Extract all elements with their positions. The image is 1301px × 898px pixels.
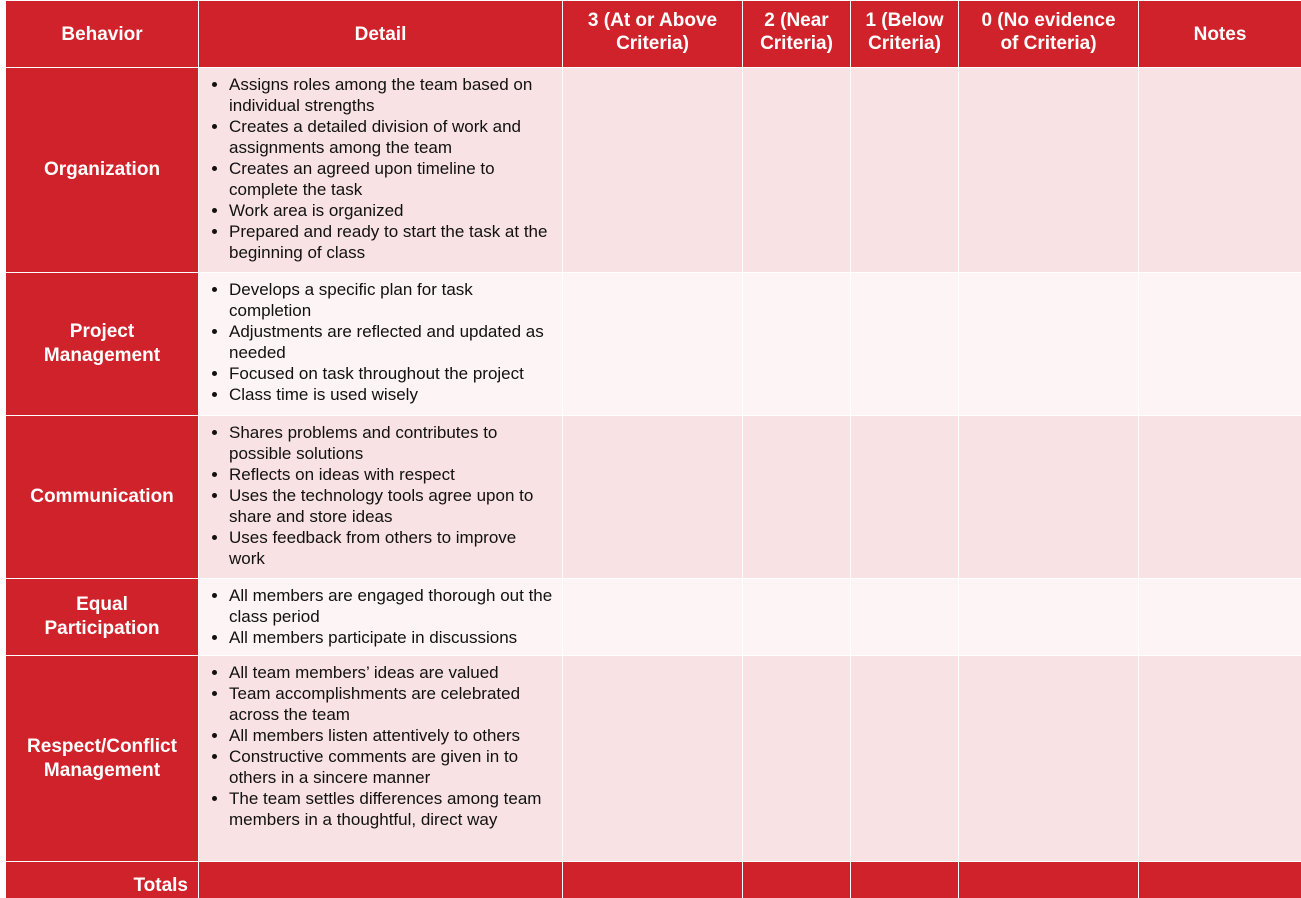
behavior-equal-participation	[6, 579, 199, 656]
totals-label: Totals	[6, 862, 199, 898]
behavior-label: Organization	[43, 159, 161, 180]
score-2-cell[interactable]	[743, 416, 851, 579]
header-score-3-line2: Criteria)	[616, 33, 689, 54]
list-item: • Shares problems and contributes to possible solutions	[229, 422, 556, 464]
notes-cell[interactable]	[1139, 416, 1301, 579]
notes-cell[interactable]	[1139, 273, 1301, 416]
score-1-cell[interactable]	[851, 656, 959, 862]
list-item: • Reflects on ideas with respect	[229, 464, 556, 485]
score-0-cell[interactable]	[959, 579, 1139, 656]
header-score-1-line2: Criteria)	[868, 33, 941, 54]
notes-cell[interactable]	[1139, 68, 1301, 273]
detail-list	[205, 662, 556, 830]
list-item: • All members listen attentively to others	[229, 725, 556, 746]
score-2-cell[interactable]	[743, 579, 851, 656]
header-score-2-line2: Criteria)	[760, 33, 833, 54]
list-item: • All team members’ ideas are valued	[229, 662, 556, 683]
list-item: • Assigns roles among the team based on individual strengths	[229, 74, 556, 116]
list-item: • Uses the technology tools agree upon to share and store ideas	[229, 485, 556, 527]
header-notes: Notes	[1139, 1, 1301, 68]
header-score-1-line1: 1 (Below	[865, 10, 944, 31]
list-item: • Uses feedback from others to improve work	[229, 527, 556, 569]
score-2-cell[interactable]	[743, 273, 851, 416]
detail-organization	[199, 68, 563, 273]
detail-list	[205, 279, 556, 405]
behavior-communication	[6, 416, 199, 579]
detail-communication	[199, 416, 563, 579]
behavior-organization	[6, 68, 199, 273]
behavior-label-line2: Management	[43, 345, 161, 366]
behavior-project-management	[6, 273, 199, 416]
list-item: • All members are engaged thorough out the class period	[229, 585, 556, 627]
table-row-project-management	[6, 273, 1301, 416]
table-row-communication	[6, 416, 1301, 579]
detail-list	[205, 422, 556, 569]
behavior-label-line2: Participation	[44, 618, 160, 639]
header-score-3	[563, 1, 743, 68]
list-item: • Team accomplishments are celebrated across the team	[229, 683, 556, 725]
header-behavior: Behavior	[6, 1, 199, 68]
score-3-cell[interactable]	[563, 416, 743, 579]
list-item: • Develops a specific plan for task completion	[229, 279, 556, 321]
totals-score-2-cell[interactable]	[743, 862, 851, 898]
score-2-cell[interactable]	[743, 656, 851, 862]
list-item: • Prepared and ready to start the task at the beginning of class	[229, 221, 556, 263]
score-2-cell[interactable]	[743, 68, 851, 273]
list-item: • Focused on task throughout the project	[229, 363, 556, 384]
totals-detail-cell	[199, 862, 563, 898]
behavior-label-line1: Respect/Conflict	[27, 735, 177, 757]
behavior-label-line1: Equal	[76, 594, 128, 615]
totals-row	[6, 862, 1301, 898]
detail-list	[205, 74, 556, 263]
score-3-cell[interactable]	[563, 273, 743, 416]
totals-score-1-cell[interactable]	[851, 862, 959, 898]
list-item: • All members participate in discussions	[229, 627, 556, 648]
score-0-cell[interactable]	[959, 68, 1139, 273]
score-1-cell[interactable]	[851, 68, 959, 273]
table-row-equal-participation	[6, 579, 1301, 656]
score-0-cell[interactable]	[959, 273, 1139, 416]
notes-cell[interactable]	[1139, 579, 1301, 656]
table-row-respect-conflict-management	[6, 656, 1301, 862]
list-item: • Creates a detailed division of work and assignments among the team	[229, 116, 556, 158]
header-score-0-line1: 0 (No evidence	[981, 10, 1116, 31]
totals-score-0-cell[interactable]	[959, 862, 1139, 898]
list-item: • Constructive comments are given in to others in a sincere manner	[229, 746, 556, 788]
notes-cell[interactable]	[1139, 656, 1301, 862]
behavior-label-line1: Project	[69, 321, 135, 342]
header-score-0	[959, 1, 1139, 68]
header-detail: Detail	[199, 1, 563, 68]
table-row-organization	[6, 68, 1301, 273]
totals-score-3-cell[interactable]	[563, 862, 743, 898]
list-item: • The team settles differences among team members in a thoughtful, direct way	[229, 788, 556, 830]
score-3-cell[interactable]	[563, 68, 743, 273]
list-item: • Work area is organized	[229, 200, 556, 221]
detail-project-management	[199, 273, 563, 416]
score-0-cell[interactable]	[959, 416, 1139, 579]
detail-equal-participation	[199, 579, 563, 656]
detail-respect-conflict-management	[199, 656, 563, 862]
totals-notes-cell[interactable]	[1139, 862, 1301, 898]
header-row	[6, 1, 1301, 68]
score-1-cell[interactable]	[851, 273, 959, 416]
score-1-cell[interactable]	[851, 579, 959, 656]
score-0-cell[interactable]	[959, 656, 1139, 862]
behavior-label: Communication	[30, 486, 174, 507]
header-score-1	[851, 1, 959, 68]
behavior-label-line2: Management	[43, 759, 161, 781]
score-1-cell[interactable]	[851, 416, 959, 579]
score-3-cell[interactable]	[563, 656, 743, 862]
teamwork-rubric-table	[5, 0, 1301, 898]
list-item: • Class time is used wisely	[229, 384, 556, 405]
list-item: • Adjustments are reflected and updated as needed	[229, 321, 556, 363]
header-score-2	[743, 1, 851, 68]
header-score-3-line1: 3 (At or Above	[587, 10, 718, 31]
header-score-2-line1: 2 (Near	[764, 10, 829, 31]
score-3-cell[interactable]	[563, 579, 743, 656]
header-score-0-line2: of Criteria)	[1000, 33, 1097, 54]
detail-list	[205, 585, 556, 648]
behavior-respect-conflict-management	[6, 656, 199, 862]
list-item: • Creates an agreed upon timeline to complete the task	[229, 158, 556, 200]
